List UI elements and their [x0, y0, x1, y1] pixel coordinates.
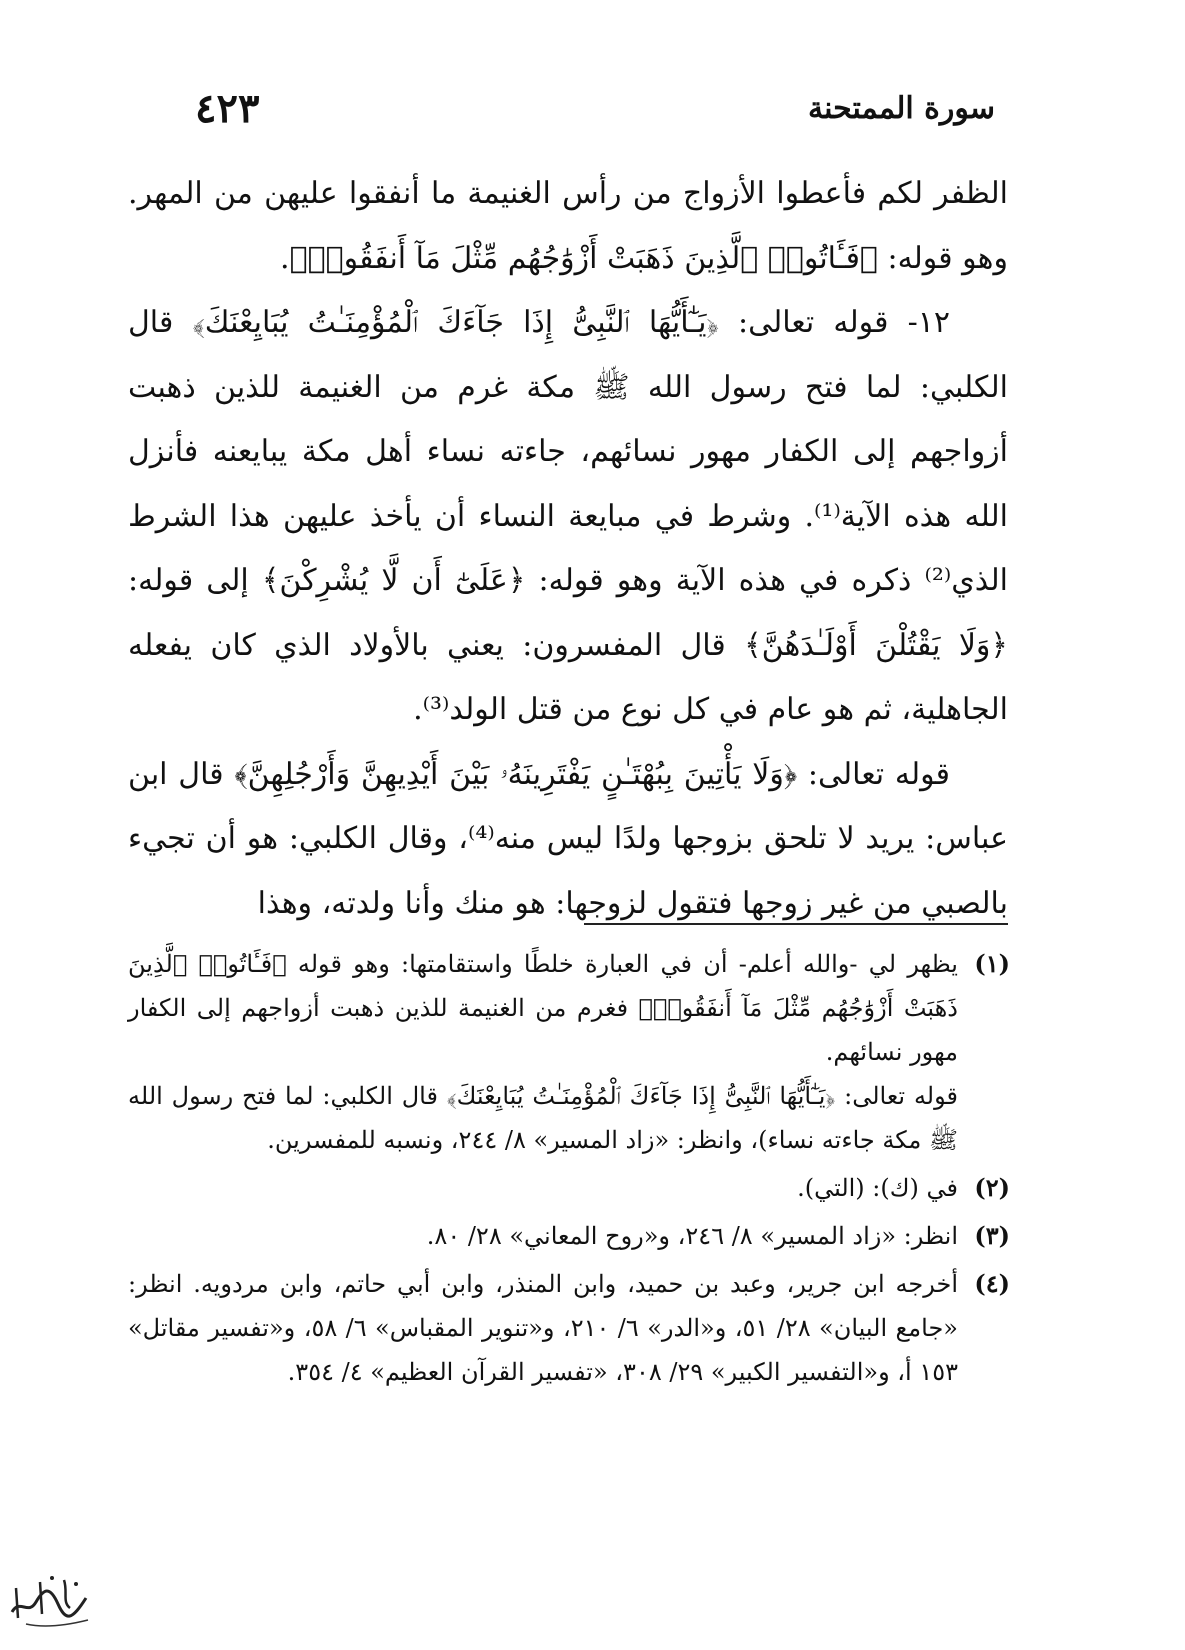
page-header [195, 85, 995, 135]
footnote-number: (٤) [974, 1269, 1010, 1298]
footnotes [128, 942, 1010, 1398]
main-paragraph: ١٢- قوله تعالى: ﴿يَـٰٓأَيُّهَا ٱلنَّبِىُّ إِذَا جَآءَكَ ٱلْمُؤْمِنَـٰتُ يُبَايِعْنَكَ﴾ قال الكلبي: لما فتح رسول الله ﷺ مكة غرم من الغنيمة للذين ذهبت أزواجهم إلى الكفار مهور نسائهم، جاءته نساء أهل مكة يبايعنه فأنزل الله هذه الآية⁽¹⁾. وشرط في مبايعة النساء أن يأخذ عليهن هذا الشرط الذي⁽²⁾ ذكره في هذه الآية وهو قوله: ﴿عَلَىٰٓ أَن لَّا يُشْرِكْنَ﴾ إلى قوله: ﴿وَلَا يَقْتُلْنَ أَوْلَـٰدَهُنَّ﴾ قال المفسرون: يعني بالأولاد الذي كان يفعله الجاهلية، ثم هو عام في كل نوع من قتل الولد⁽³⁾. [128, 305, 1008, 727]
footnote-paragraph: انظر: «زاد المسير» ٨/ ٢٤٦، و«روح المعاني» ٢٨/ ٨٠. [426, 1222, 958, 1250]
main-paragraph: قوله تعالى: ﴿وَلَا يَأْتِينَ بِبُهْتَـٰنٍ يَفْتَرِينَهُۥ بَيْنَ أَيْدِيهِنَّ وَأَرْجُلِهِنَّ﴾ قال ابن عباس: يريد لا تلحق بزوجها ولدًا ليس منه⁽⁴⁾، وقال الكلبي: هو أن تجيء بالصبي من غير زوجها فتقول لزوجها: هو منك وأنا ولدته، وهذا [128, 756, 1008, 921]
main-paragraph: الظفر لكم فأعطوا الأزواج من رأس الغنيمة ما أنفقوا عليهن من المهر. وهو قوله: ﴿فَـَٔاتُوا۟ ٱلَّذِينَ ذَهَبَتْ أَزْوَٰجُهُم مِّثْلَ مَآ أَنفَقُوا۟﴾. [128, 176, 1008, 276]
footnotes-divider [584, 923, 1008, 925]
footnote-3 [128, 1214, 1010, 1258]
footnote-body [128, 1166, 958, 1210]
footnote-paragraph: يظهر لي -والله أعلم- أن في العبارة خلطًا واستقامتها: وهو قوله ﴿فَـَٔاتُوا۟ ٱلَّذِينَ ذَهَبَتْ أَزْوَٰجُهُم مِّثْلَ مَآ أَنفَقُوا۟﴾ فغرم من الغنيمة للذين ذهبت أزواجهم إلى الكفار مهور نسائهم. [128, 950, 958, 1066]
calligraphy-stamp-logo [6, 1568, 94, 1630]
footnote-paragraph: قوله تعالى: ﴿يَـٰٓأَيُّهَا ٱلنَّبِىُّ إِذَا جَآءَكَ ٱلْمُؤْمِنَـٰتُ يُبَايِعْنَكَ﴾ قال الكلبي: لما فتح رسول الله ﷺ مكة جاءته نساء)، وانظر: «زاد المسير» ٨/ ٢٤٤، ونسبه للمفسرين. [128, 1082, 958, 1154]
surah-title: سورة الممتحنة [807, 91, 995, 126]
footnote-body [128, 1262, 958, 1394]
footnote-number: (٢) [974, 1173, 1010, 1202]
footnote-number: (١) [974, 949, 1010, 978]
page-number: ٤٢٣ [195, 85, 260, 132]
footnote-number: (٣) [974, 1221, 1010, 1250]
footnote-paragraph: في (ك): (التي). [797, 1174, 958, 1202]
footnote-1 [128, 942, 1010, 1162]
footnote-paragraph: أخرجه ابن جرير، وعبد بن حميد، وابن المنذر، وابن أبي حاتم، وابن مردويه. انظر: «جامع البيان» ٢٨/ ٥١، و«الدر» ٦/ ٢١٠، و«تنوير المقباس» ٦/ ٥٨، و«تفسير مقاتل» ١٥٣ أ، و«التفسير الكبير» ٢٩/ ٣٠٨، «تفسير القرآن العظيم» ٤/ ٣٥٤. [128, 1270, 958, 1386]
footnote-4 [128, 1262, 1010, 1394]
footnote-2 [128, 1166, 1010, 1210]
main-text [128, 162, 1008, 936]
footnote-body [128, 1214, 958, 1258]
footnote-body [128, 942, 958, 1162]
